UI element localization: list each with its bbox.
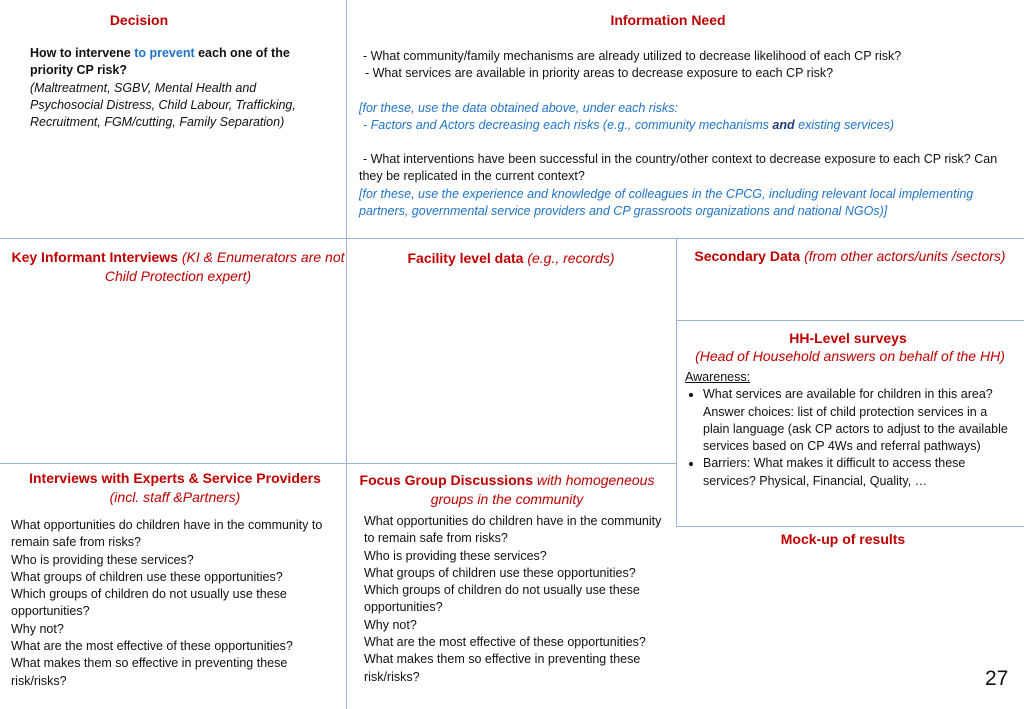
- experts-q: Who is providing these services?: [11, 552, 194, 567]
- note1-b2: and: [772, 117, 795, 132]
- experts-title: Interviews with Experts & Service Providers: [29, 470, 321, 486]
- fgd-subtitle: with homogeneous groups in the community: [430, 472, 655, 507]
- hh-subtitle: (Head of Household answers on behalf of the HH): [695, 348, 1005, 364]
- secondary-subtitle: (from other actors/units /sectors): [800, 248, 1006, 264]
- decision-q-part2: to prevent: [134, 46, 195, 60]
- decision-header: Decision: [109, 12, 169, 28]
- divider-horizontal-3: [0, 463, 676, 464]
- fgd-q: What groups of children use these opportunities?: [364, 565, 636, 580]
- hh-bullet-2: • Barriers: What makes it difficult to access these services? Physical, Financial, Quality, …: [703, 455, 1015, 490]
- experts-q: What groups of children use these opportunities?: [11, 569, 283, 584]
- hh-body: [685, 369, 1015, 490]
- kii-title: Key Informant Interviews: [11, 249, 178, 265]
- note1-b1: - Factors and Actors decreasing each risks (e.g., community mechanisms: [363, 117, 773, 132]
- mockup-title: Mock-up of results: [780, 531, 906, 547]
- fgd-title: Focus Group Discussions: [359, 472, 534, 488]
- facility-title: Facility level data: [407, 250, 524, 266]
- experts-q: What opportunities do children have in the community to remain safe from risks?: [11, 518, 323, 550]
- experts-heading: [0, 469, 350, 507]
- fgd-q: Who is providing these services?: [364, 548, 547, 563]
- experts-q: Which groups of children do not usually use these opportunities?: [11, 587, 287, 619]
- experts-q: What are the most effective of these opportunities?: [11, 639, 293, 654]
- hh-bullet-1: • What services are available for children in this area? Answer choices: list of child protection services in a plain language (ask CP actors to adjust to the available services based on CP 4Ws and referral pathways): [703, 386, 1015, 455]
- info-need-q3: - What interventions have been successful in the country/other context to decrease exposure to each CP risk? Can they be replicated in the current context?: [359, 152, 998, 184]
- info-need-note1-b: [359, 117, 1014, 134]
- note1-b3: existing services): [794, 117, 894, 132]
- decision-q-part1: How to intervene: [30, 46, 135, 60]
- divider-horizontal-1: [0, 238, 1024, 239]
- info-need-note2: [for these, use the experience and knowledge of colleagues in the CPCG, including relevant local implementing partners, governmental service providers and CP grassroots organizations and national NGOs)]: [359, 186, 974, 219]
- decision-q-part3: each one of the priority CP risk?: [30, 46, 290, 78]
- divider-vertical-2: [676, 238, 677, 526]
- hh-title: HH-Level surveys: [789, 330, 907, 346]
- secondary-title: Secondary Data: [694, 248, 801, 264]
- page-number: 27: [985, 667, 1009, 690]
- fgd-q: What opportunities do children have in the community to remain safe from risks?: [364, 514, 662, 546]
- experts-subtitle: (incl. staff &Partners): [109, 489, 241, 505]
- decision-question: [30, 45, 330, 131]
- divider-horizontal-4: [676, 526, 1024, 527]
- hh-bullet-list: [685, 386, 1015, 490]
- kii-subtitle: (KI & Enumerators are not Child Protection expert): [104, 249, 345, 284]
- divider-horizontal-2: [676, 320, 1024, 321]
- fgd-heading: [352, 471, 662, 509]
- hh-awareness-label: Awareness:: [685, 370, 751, 384]
- divider-vertical-1: [346, 0, 347, 709]
- experts-q: Why not?: [11, 621, 64, 636]
- info-need-q1: - What community/family mechanisms are already utilized to decrease likelihood of each CP risk?: [363, 49, 902, 63]
- facility-heading: [346, 249, 676, 268]
- info-need-body: [359, 48, 1014, 220]
- experts-questions: [11, 517, 331, 690]
- decision-risks: (Maltreatment, SGBV, Mental Health and Psychosocial Distress, Child Labour, Trafficking, Recruitment, FGM/cutting, Family Separation): [30, 80, 296, 130]
- experts-q: What makes them so effective in preventing these risk/risks?: [11, 656, 288, 688]
- fgd-q: What are the most effective of these opportunities? What makes them so effective in preventing these risk/risks?: [364, 635, 646, 684]
- decision-question-text: [30, 45, 330, 80]
- fgd-q: Why not?: [364, 617, 417, 632]
- kii-heading: [10, 248, 346, 286]
- info-need-q2: - What services are available in priority areas to decrease exposure to each CP risk?: [365, 66, 834, 81]
- info-need-note1-a: [for these, use the data obtained above, under each risks:: [359, 100, 678, 115]
- fgd-questions: [364, 513, 664, 686]
- facility-subtitle: (e.g., records): [523, 250, 615, 266]
- fgd-q: Which groups of children do not usually use these opportunities?: [364, 583, 640, 615]
- secondary-heading: [680, 247, 1020, 266]
- info-need-header: Information Need: [610, 12, 726, 28]
